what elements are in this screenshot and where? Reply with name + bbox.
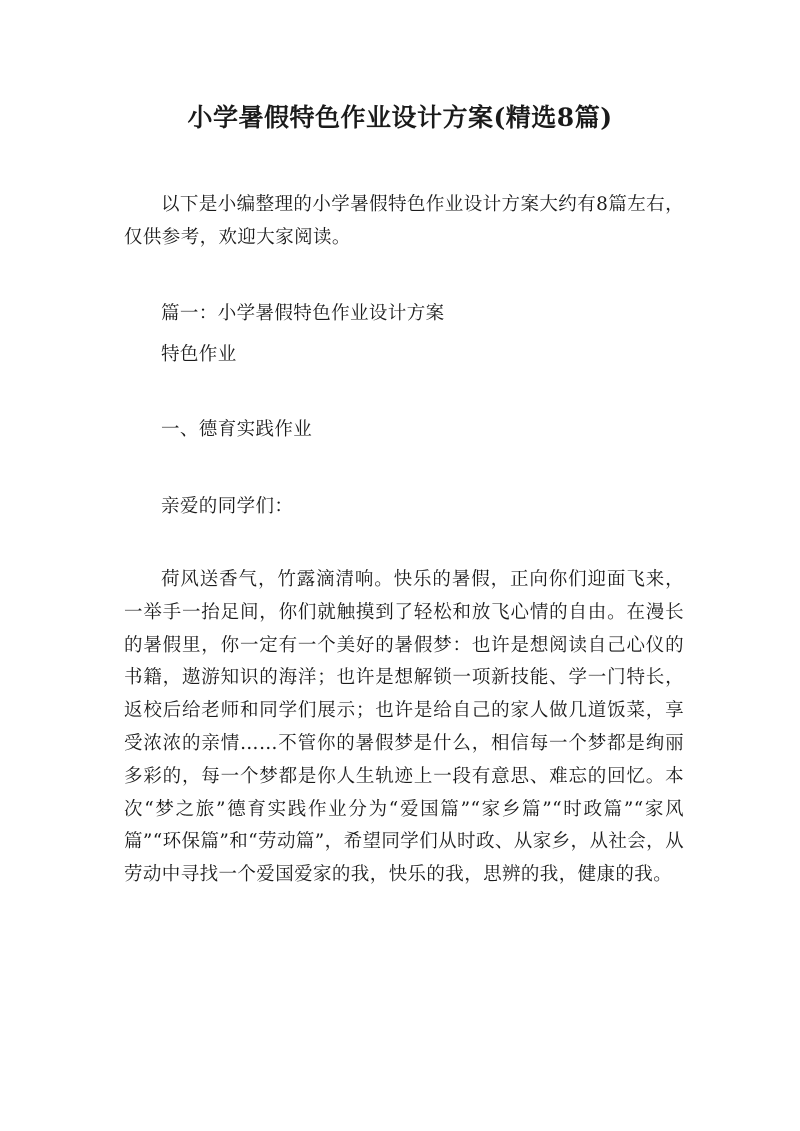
body-paragraph: 荷风送香气，竹露滴清响。快乐的暑假，正向你们迎面飞来，一举手一抬足间，你们就触摸到了轻松和放飞心情的自由。在漫长的暑假里，你一定有一个美好的暑假梦：也许是想阅读自己心仪的书籍，遨游知识的海洋；也许是想解锁一项新技能、学一门特长，返校后给老师和同学们展示；也许是给自己的家人做几道饭菜，享受浓浓的亲情……不管你的暑假梦是什么，相信每一个梦都是绚丽多彩的，每一个梦都是你人生轨迹上一段有意思、难忘的回忆。本次“梦之旅”德育实践作业分为“爱国篇”“家乡篇”“时政篇”“家风篇”“环保篇”和“劳动篇”，希望同学们从时政、从家乡，从社会，从劳动中寻找一个爱国爱家的我，快乐的我，思辨的我，健康的我。 (124, 569, 684, 886)
document-title: 小学暑假特色作业设计方案(精选8篇) (187, 103, 613, 132)
subsection-heading: 一、德育实践作业 (161, 419, 313, 440)
section-heading: 篇一：小学暑假特色作业设计方案 (161, 303, 445, 324)
greeting-line: 亲爱的同学们： (161, 496, 294, 517)
section-subheading: 特色作业 (161, 344, 237, 365)
intro-paragraph: 以下是小编整理的小学暑假特色作业设计方案大约有8篇左右，仅供参考，欢迎大家阅读。 (124, 194, 684, 248)
